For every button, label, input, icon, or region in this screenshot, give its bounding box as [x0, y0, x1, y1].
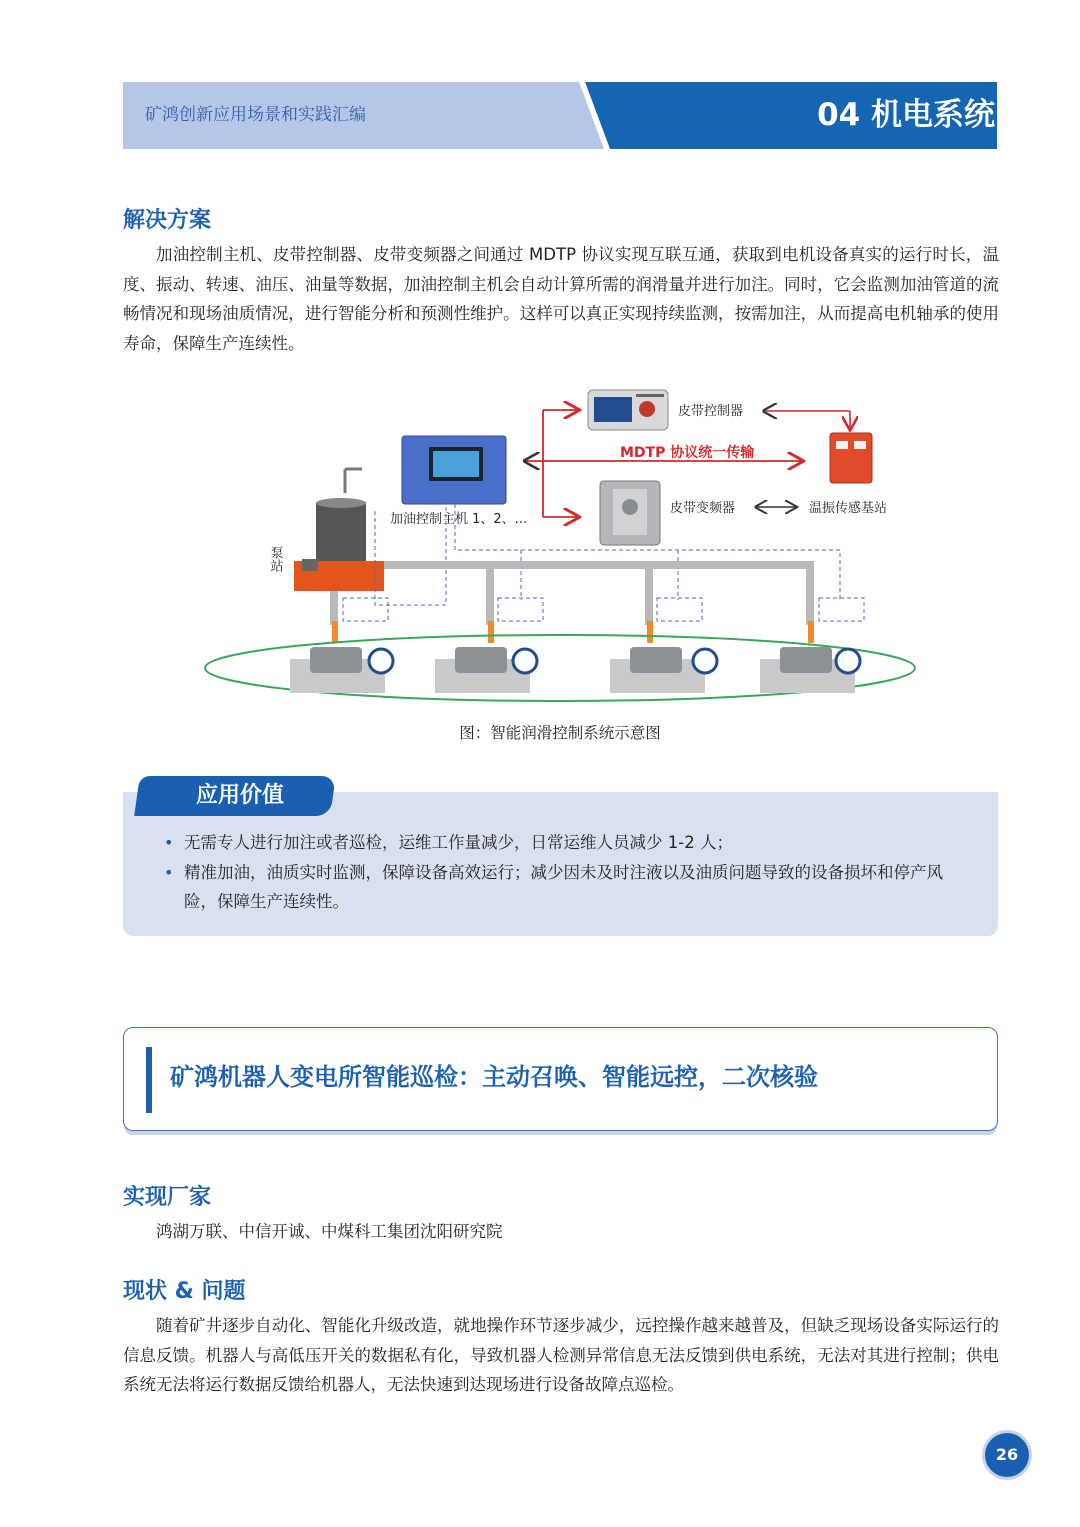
status-text: 随着矿井逐步自动化、智能化升级改造，就地操作环节逐步减少，远控操作越来越普及，但缺乏现场设备实际运行的信息反馈。机器人与高低压开关的数据私有化，导致机器人检测异常信息无法反馈到供电系统，无法对其进行控制；供电系统无法将运行数据反馈给机器人，无法快速到达现场进行设备故障点巡检。	[123, 1316, 999, 1394]
page-header	[123, 82, 997, 149]
document-title: 矿鸿创新应用场景和实践汇编	[145, 105, 366, 125]
label-mdtp: MDTP 协议统一传输	[620, 445, 755, 461]
label-sensor-station: 温振传感基站	[809, 501, 888, 516]
value-list	[160, 828, 970, 917]
belt-inverter-device	[600, 481, 660, 545]
lubrication-pipes	[330, 561, 814, 625]
control-host-device	[402, 436, 506, 504]
solution-text: 加油控制主机、皮带控制器、皮带变频器之间通过 MDTP 协议实现互联互通，获取到电机设备真实的运行时长，温度、振动、转速、油压、油量等数据，加油控制主机会自动计算所需的润滑量并进行加注。同时，它会监测加油管道的流畅情况和现场油质情况，进行智能分析和预测性维护。这样可以真正实现持续监测，按需加注，从而提高电机轴承的使用寿命，保障生产连续性。	[123, 245, 999, 353]
lubrication-system-diagram	[200, 385, 920, 703]
value-item: • 无需专人进行加注或者巡检，运维工作量减少，日常运维人员减少 1-2 人；	[160, 828, 970, 858]
diagram-svg	[200, 385, 920, 703]
case-title-accent	[146, 1047, 152, 1113]
case-title: 矿鸿机器人变电所智能巡检：主动召唤、智能远控，二次核验	[170, 1063, 818, 1091]
label-pump-station: 泵站	[267, 546, 283, 572]
motor-units	[290, 647, 860, 693]
label-control-host: 加油控制主机 1、2、...	[390, 512, 528, 527]
status-heading: 现状 & 问题	[123, 1279, 246, 1304]
solution-heading: 解决方案	[123, 208, 212, 233]
diagram-caption: 图：智能润滑控制系统示意图	[459, 724, 661, 742]
sensor-station-device	[830, 433, 872, 483]
label-belt-inverter: 皮带变频器	[670, 501, 736, 516]
value-item: • 精准加油，油质实时监测，保障设备高效运行；减少因未及时注液以及油质问题导致的设备损坏和停产风险，保障生产连续性。	[160, 858, 970, 917]
vendor-text: 鸿湖万联、中信开诚、中煤科工集团沈阳研究院	[156, 1222, 503, 1241]
value-heading: 应用价值	[195, 783, 284, 808]
belt-controller-device	[588, 390, 668, 430]
section-title: 04 机电系统	[817, 97, 995, 133]
vendor-heading: 实现厂家	[123, 1185, 212, 1210]
pump-station-device	[294, 469, 384, 591]
label-belt-controller: 皮带控制器	[678, 404, 744, 419]
page-number: 26	[985, 1433, 1029, 1477]
